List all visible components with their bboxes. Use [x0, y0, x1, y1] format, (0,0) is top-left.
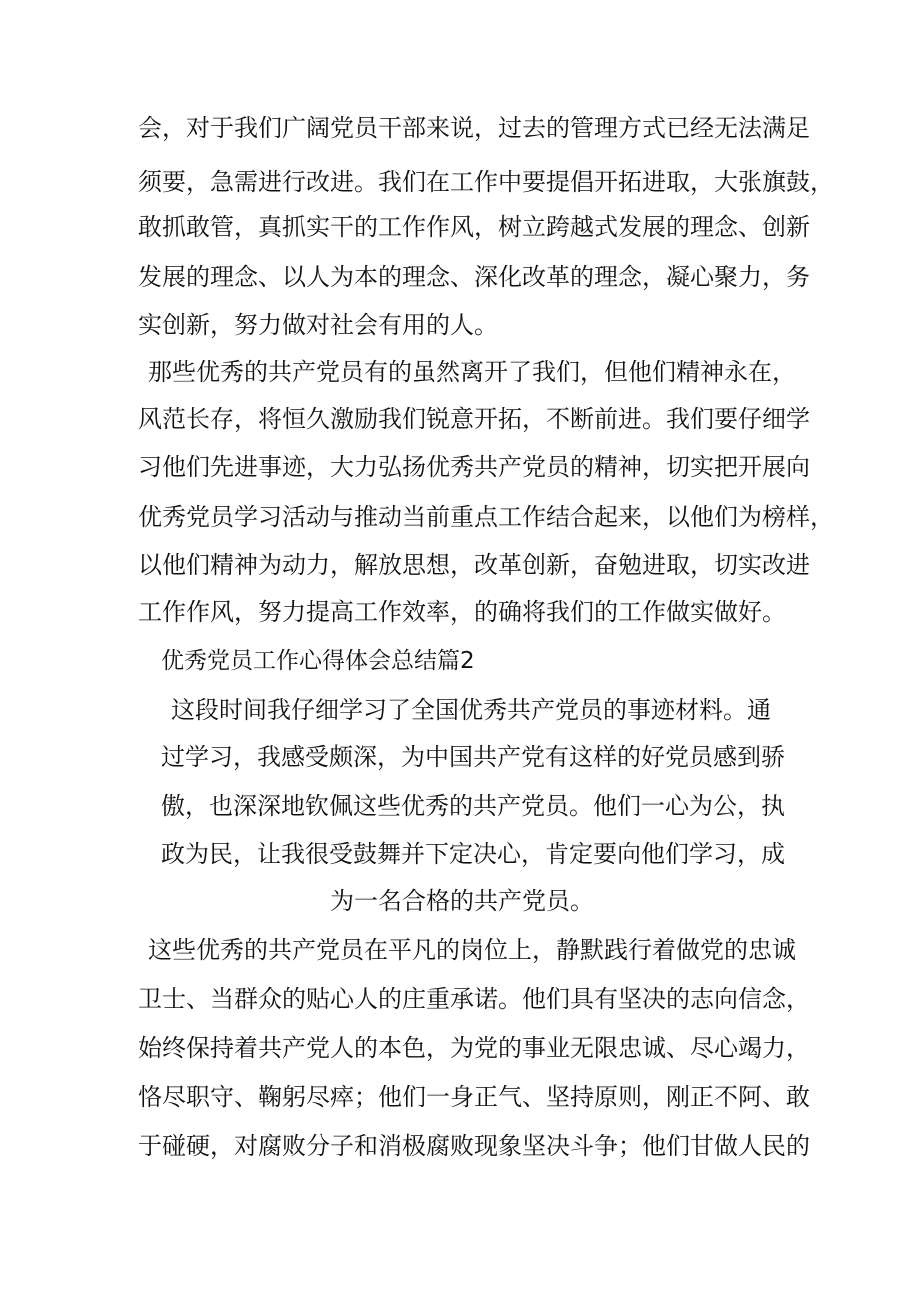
- paragraph-4-line-2: 卫士、当群众的贴心人的庄重承诺。他们具有坚决的志向信念，: [138, 985, 810, 1013]
- paragraph-2-line-4: 优秀党员学习活动与推动当前重点工作结合起来，以他们为榜样，: [138, 503, 834, 531]
- paragraph-2-line-6: 工作作风，努力提高工作效率，的确将我们的工作做实做好。: [138, 598, 786, 626]
- paragraph-4-line-4: 恪尽职守、鞠躬尽瘁；他们一身正气、坚持原则，刚正不阿、敢: [138, 1083, 810, 1111]
- paragraph-2-line-1: 那些优秀的共产党员有的虽然离开了我们，但他们精神永在，: [148, 358, 796, 386]
- paragraph-3-line-2: 过学习，我感受颇深，为中国共产党有这样的好党员感到骄: [161, 743, 785, 771]
- paragraph-1-line-2: 须要，急需进行改进。我们在工作中要提倡开拓进取，大张旗鼓，: [138, 168, 834, 196]
- paragraph-4-line-5: 于碰硬，对腐败分子和消极腐败现象坚决斗争；他们甘做人民的: [138, 1132, 810, 1160]
- paragraph-4-line-3: 始终保持着共产党人的本色，为党的事业无限忠诚、尽心竭力，: [138, 1034, 810, 1062]
- paragraph-1-line-3: 敢抓敢管，真抓实干的工作作风，树立跨越式发展的理念、创新: [138, 213, 810, 241]
- paragraph-1-line-4: 发展的理念、以人为本的理念、深化改革的理念，凝心聚力，务: [138, 263, 810, 291]
- paragraph-2-line-3: 习他们先进事迹，大力弘扬优秀共产党员的精神，切实把开展向: [138, 453, 810, 481]
- section-heading: 优秀党员工作心得体会总结篇2: [161, 648, 475, 674]
- paragraph-2-line-2: 风范长存，将恒久激励我们锐意开拓，不断前进。我们要仔细学: [138, 405, 810, 433]
- paragraph-3-line-3: 傲，也深深地钦佩这些优秀的共产党员。他们一心为公，执: [161, 792, 785, 820]
- paragraph-3-line-4: 政为民，让我很受鼓舞并下定决心，肯定要向他们学习，成: [161, 840, 785, 868]
- paragraph-1-line-5: 实创新，努力做对社会有用的人。: [138, 311, 498, 339]
- paragraph-3-line-5: 为一名合格的共产党员。: [330, 887, 594, 915]
- paragraph-1-line-1: 会，对于我们广阔党员干部来说，过去的管理方式已经无法满足: [138, 114, 810, 142]
- paragraph-4-line-1: 这些优秀的共产党员在平凡的岗位上，静默践行着做党的忠诚: [148, 936, 796, 964]
- paragraph-2-line-5: 以他们精神为动力，解放思想，改革创新，奋勉进取，切实改进: [138, 551, 810, 579]
- paragraph-3-line-1: 这段时间我仔细学习了全国优秀共产党员的事迹材料。通: [171, 696, 771, 724]
